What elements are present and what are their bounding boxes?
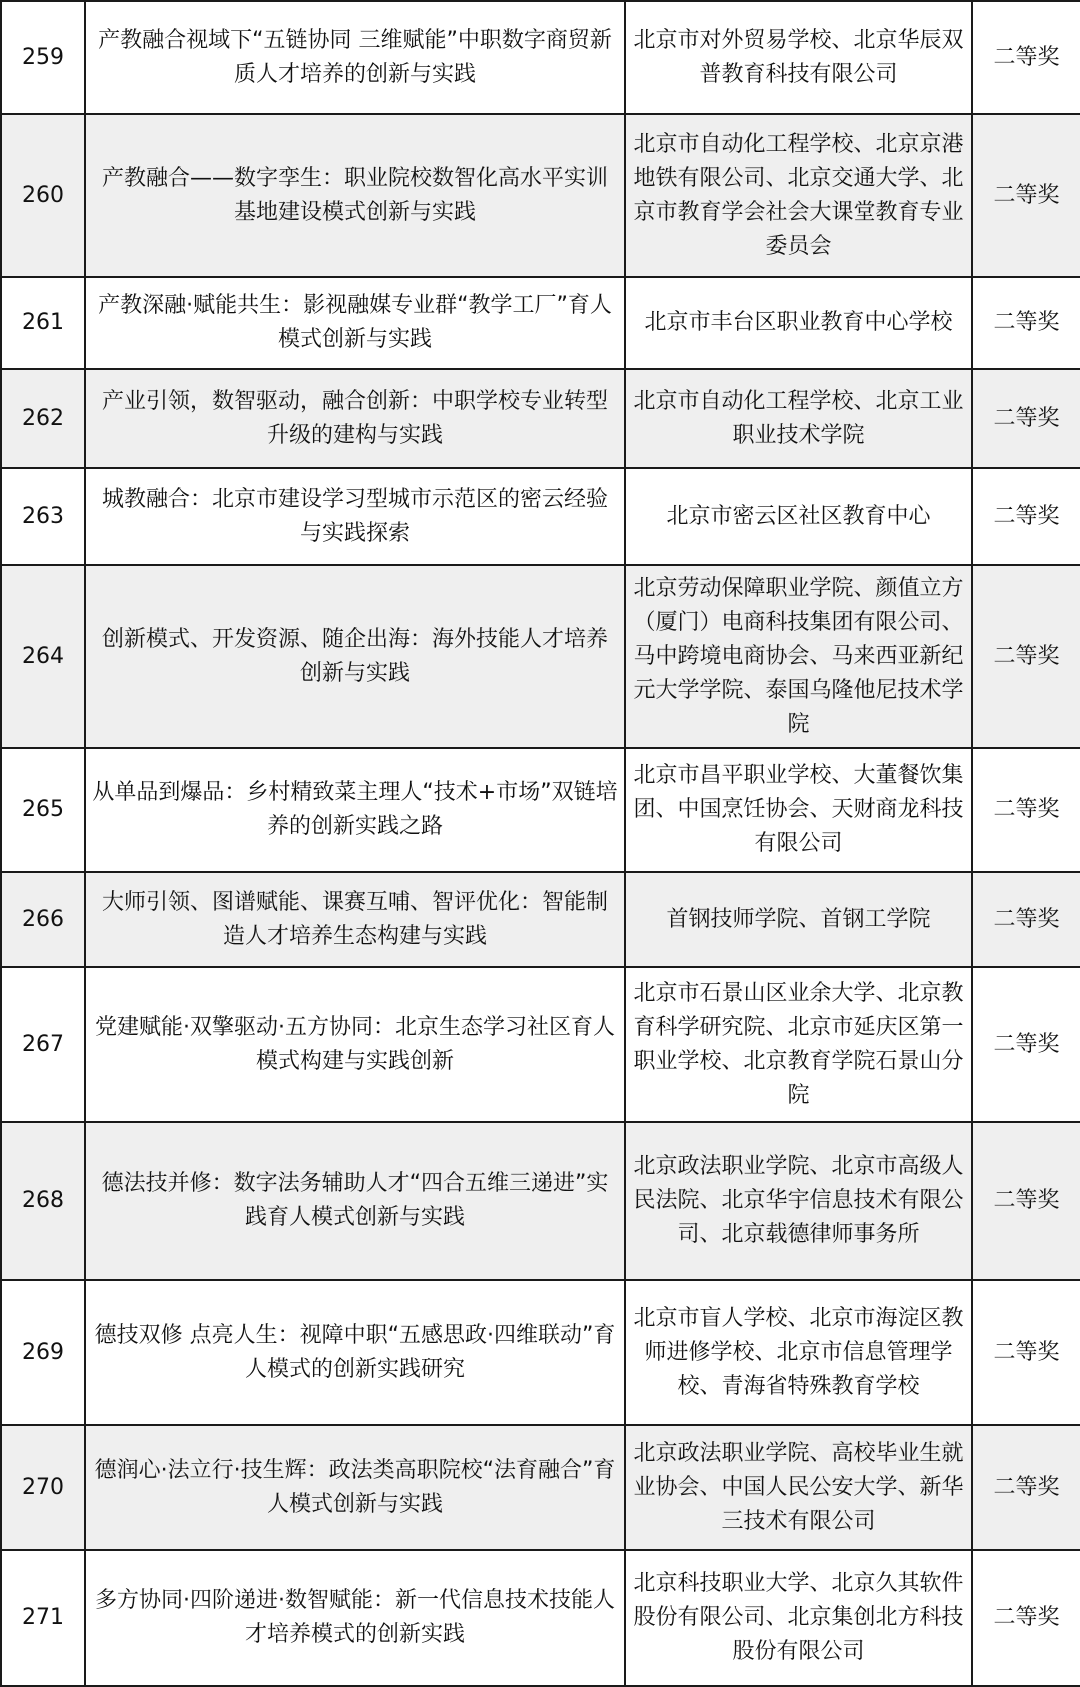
row-number: 271 <box>1 1550 85 1686</box>
row-number: 262 <box>1 369 85 468</box>
award-level: 二等奖 <box>972 114 1080 277</box>
completing-units: 北京政法职业学院、高校毕业生就业协会、中国人民公安大学、新华三技术有限公司 <box>625 1425 972 1550</box>
project-title: 大师引领、图谱赋能、课赛互哺、智评优化：智能制造人才培养生态构建与实践 <box>85 872 625 967</box>
completing-units: 北京市丰台区职业教育中心学校 <box>625 277 972 369</box>
table-row <box>1 277 1080 369</box>
award-level: 二等奖 <box>972 1425 1080 1550</box>
row-number: 264 <box>1 565 85 748</box>
completing-units: 北京市盲人学校、北京市海淀区教师进修学校、北京市信息管理学校、青海省特殊教育学校 <box>625 1280 972 1425</box>
table-row <box>1 468 1080 565</box>
row-number: 260 <box>1 114 85 277</box>
project-title: 从单品到爆品：乡村精致菜主理人“技术+市场”双链培养的创新实践之路 <box>85 748 625 872</box>
table-row <box>1 1425 1080 1550</box>
award-level: 二等奖 <box>972 1550 1080 1686</box>
table-row <box>1 1280 1080 1425</box>
completing-units: 北京市密云区社区教育中心 <box>625 468 972 565</box>
award-level: 二等奖 <box>972 872 1080 967</box>
award-level: 二等奖 <box>972 277 1080 369</box>
row-number: 259 <box>1 1 85 114</box>
project-title: 多方协同·四阶递进·数智赋能：新一代信息技术技能人才培养模式的创新实践 <box>85 1550 625 1686</box>
project-title: 城教融合：北京市建设学习型城市示范区的密云经验与实践探索 <box>85 468 625 565</box>
completing-units: 北京市自动化工程学校、北京京港地铁有限公司、北京交通大学、北京市教育学会社会大课堂教育专业委员会 <box>625 114 972 277</box>
completing-units: 首钢技师学院、首钢工学院 <box>625 872 972 967</box>
completing-units: 北京科技职业大学、北京久其软件股份有限公司、北京集创北方科技股份有限公司 <box>625 1550 972 1686</box>
project-title: 产业引领，数智驱动，融合创新：中职学校专业转型升级的建构与实践 <box>85 369 625 468</box>
project-title: 产教融合视域下“五链协同 三维赋能”中职数字商贸新质人才培养的创新与实践 <box>85 1 625 114</box>
table-row <box>1 565 1080 748</box>
completing-units: 北京劳动保障职业学院、颜值立方（厦门）电商科技集团有限公司、马中跨境电商协会、马来西亚新纪元大学学院、泰国乌隆他尼技术学院 <box>625 565 972 748</box>
project-title: 创新模式、开发资源、随企出海：海外技能人才培养创新与实践 <box>85 565 625 748</box>
award-level: 二等奖 <box>972 748 1080 872</box>
award-level: 二等奖 <box>972 468 1080 565</box>
row-number: 263 <box>1 468 85 565</box>
award-level: 二等奖 <box>972 565 1080 748</box>
award-level: 二等奖 <box>972 967 1080 1122</box>
project-title: 产教融合——数字孪生：职业院校数智化高水平实训基地建设模式创新与实践 <box>85 114 625 277</box>
project-title: 产教深融·赋能共生：影视融媒专业群“教学工厂”育人模式创新与实践 <box>85 277 625 369</box>
row-number: 266 <box>1 872 85 967</box>
table-row <box>1 748 1080 872</box>
award-level: 二等奖 <box>972 1 1080 114</box>
table-row <box>1 369 1080 468</box>
completing-units: 北京市石景山区业余大学、北京教育科学研究院、北京市延庆区第一职业学校、北京教育学院石景山分院 <box>625 967 972 1122</box>
table-row <box>1 872 1080 967</box>
completing-units: 北京市对外贸易学校、北京华辰双普教育科技有限公司 <box>625 1 972 114</box>
table-row <box>1 114 1080 277</box>
award-level: 二等奖 <box>972 1122 1080 1280</box>
award-level: 二等奖 <box>972 1280 1080 1425</box>
row-number: 261 <box>1 277 85 369</box>
project-title: 德技双修 点亮人生：视障中职“五感思政·四维联动”育人模式的创新实践研究 <box>85 1280 625 1425</box>
table-row <box>1 1122 1080 1280</box>
project-title: 德法技并修：数字法务辅助人才“四合五维三递进”实践育人模式创新与实践 <box>85 1122 625 1280</box>
completing-units: 北京政法职业学院、北京市高级人民法院、北京华宇信息技术有限公司、北京载德律师事务所 <box>625 1122 972 1280</box>
row-number: 268 <box>1 1122 85 1280</box>
row-number: 265 <box>1 748 85 872</box>
completing-units: 北京市自动化工程学校、北京工业职业技术学院 <box>625 369 972 468</box>
project-title: 党建赋能·双擎驱动·五方协同：北京生态学习社区育人模式构建与实践创新 <box>85 967 625 1122</box>
award-level: 二等奖 <box>972 369 1080 468</box>
row-number: 270 <box>1 1425 85 1550</box>
project-title: 德润心·法立行·技生辉：政法类高职院校“法育融合”育人模式创新与实践 <box>85 1425 625 1550</box>
completing-units: 北京市昌平职业学校、大董餐饮集团、中国烹饪协会、天财商龙科技有限公司 <box>625 748 972 872</box>
row-number: 269 <box>1 1280 85 1425</box>
table-row <box>1 967 1080 1122</box>
table-row <box>1 1550 1080 1686</box>
row-number: 267 <box>1 967 85 1122</box>
table-row <box>1 1 1080 114</box>
